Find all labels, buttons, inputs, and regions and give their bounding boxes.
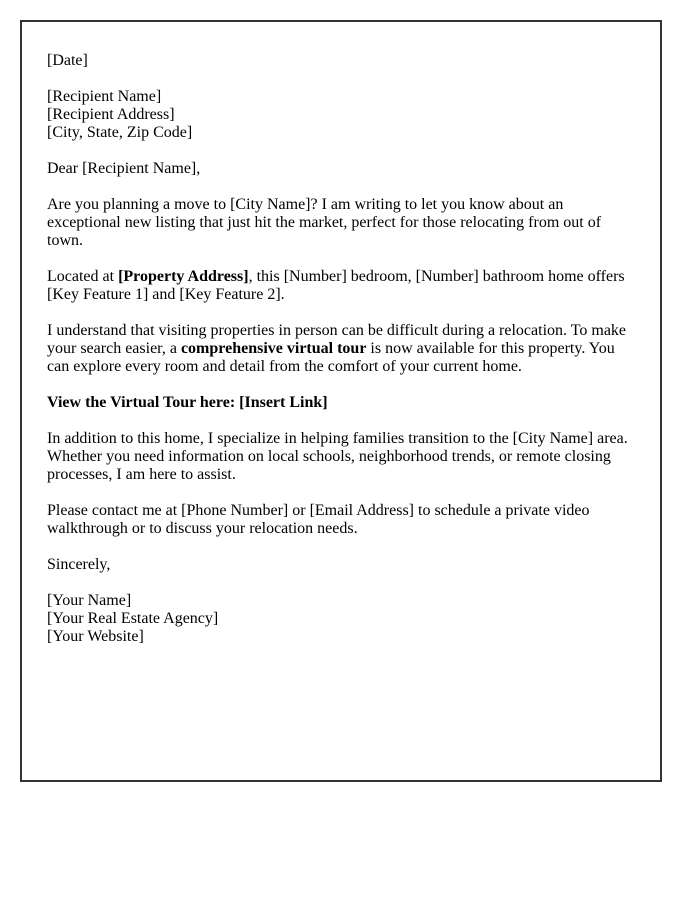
closing-line: Sincerely, [47,556,111,573]
letter-page [20,20,662,782]
tour-link-line: View the Virtual Tour here: [Insert Link] [47,394,328,411]
intro-paragraph: Are you planning a move to [City Name]? I am writing to let you know about an exceptional new listing that just hit the market, perfect for those relocating from out of town. [47,196,602,249]
salutation: Dear [Recipient Name], [47,160,201,177]
recipient-address-block: [Recipient Name] [Recipient Address] [City, State, Zip Code] [47,88,193,141]
virtual-tour-paragraph: I understand that visiting properties in person can be difficult during a relocation. To make your search easier, a comprehensive virtual tour is now available for this property. You can explore every room and detail from the comfort of your current home. [47,322,627,375]
contact-paragraph: Please contact me at [Phone Number] or [Email Address] to schedule a private video walkthrough or to discuss your relocation needs. [47,502,590,537]
date-line: [Date] [47,52,88,69]
services-paragraph: In addition to this home, I specialize in helping families transition to the [City Name] area. Whether you need information on local schools, neighborhood trends, or remote closing processes, I am here to assist. [47,430,628,483]
property-paragraph: Located at [Property Address], this [Number] bedroom, [Number] bathroom home offers [Key Feature 1] and [Key Feature 2]. [47,268,625,303]
signature-block: [Your Name] [Your Real Estate Agency] [Your Website] [47,592,219,645]
